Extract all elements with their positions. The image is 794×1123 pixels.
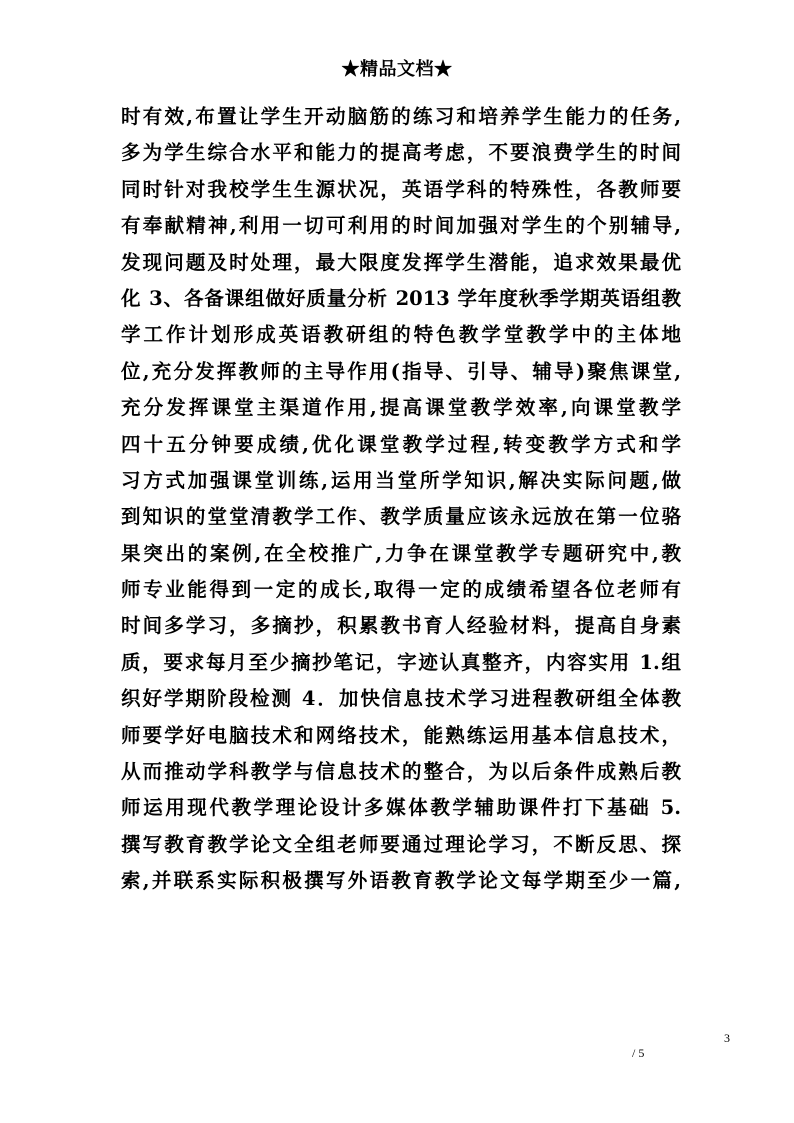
body-line: 习方式加强课堂训练,运用当堂所学知识,解决实际问题,做 [121, 468, 681, 492]
body-line: 充分发挥课堂主渠道作用,提高课堂教学效率,向课堂教学 [121, 396, 681, 420]
body-line: 质，要求每月至少摘抄笔记，字迹认真整齐，内容实用 1.组 [121, 650, 681, 674]
body-line: 发现问题及时处理，最大限度发挥学生潜能，追求效果最优 [121, 250, 681, 274]
body-line: 位,充分发挥教师的主导作用(指导、引导、辅导)聚焦课堂, [121, 359, 681, 383]
document-header-title: ★精品文档★ [341, 59, 453, 80]
body-line: 织好学期阶段检测 4．加快信息技术学习进程教研组全体教 [121, 687, 681, 711]
body-line: 多为学生综合水平和能力的提高考虑，不要浪费学生的时间 [121, 141, 681, 165]
body-line: 到知识的堂堂清教学工作、教学质量应该永远放在第一位骆 [121, 505, 681, 529]
body-line: 时间多学习，多摘抄，积累教书育人经验材料，提高自身素 [121, 614, 681, 638]
body-line: 果突出的案例,在全校推广,力争在课堂教学专题研究中,教 [121, 541, 681, 565]
body-line: 师运用现代教学理论设计多媒体教学辅助课件打下基础 5. [121, 796, 681, 820]
body-line: 撰写教育教学论文全组老师要通过理论学习，不断反思、探 [121, 832, 681, 856]
body-line: 同时针对我校学生生源状况，英语学科的特殊性，各教师要 [121, 177, 681, 201]
body-line: 索,并联系实际积极撰写外语教育教学论文每学期至少一篇, [121, 869, 681, 893]
body-line: 师要学好电脑技术和网络技术，能熟练运用基本信息技术， [121, 723, 681, 747]
body-line: 化 3、各备课组做好质量分析 2013 学年度秋季学期英语组教 [121, 286, 681, 310]
body-line: 从而推动学科教学与信息技术的整合，为以后条件成熟后教 [121, 760, 681, 784]
page-number: 3 [724, 1031, 730, 1045]
body-line: 师专业能得到一定的成长,取得一定的成绩希望各位老师有 [121, 578, 681, 602]
body-line: 有奉献精神,利用一切可利用的时间加强对学生的个别辅导, [121, 214, 681, 238]
page-total: / 5 [632, 1046, 645, 1060]
body-line: 学工作计划形成英语教研组的特色教学堂教学中的主体地 [121, 323, 681, 347]
body-line: 四十五分钟要成绩,优化课堂教学过程,转变教学方式和学 [121, 432, 681, 456]
document-body [121, 99, 681, 900]
body-line: 时有效,布置让学生开动脑筋的练习和培养学生能力的任务, [121, 105, 681, 128]
